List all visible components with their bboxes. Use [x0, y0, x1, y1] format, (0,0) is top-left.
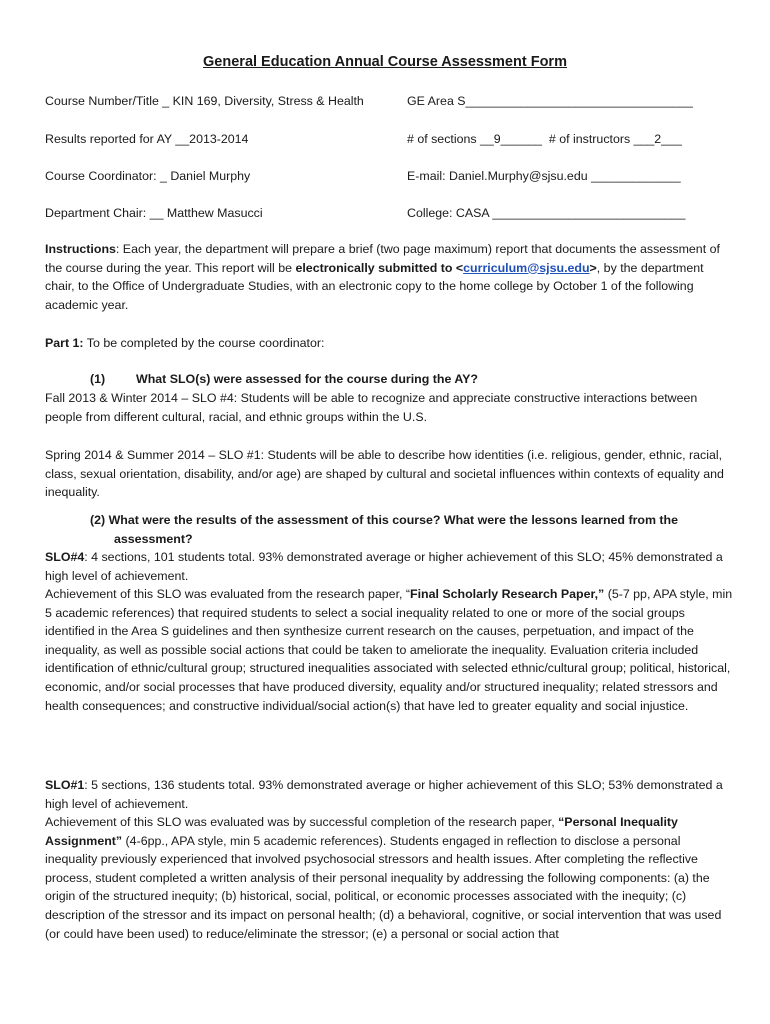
- slo1-text-1: Achievement of this SLO was evaluated was by successful completion of the research paper,: [45, 815, 559, 829]
- slo1-assignment-title: “Personal Inequality Assignment”: [45, 815, 678, 848]
- slo4-text-2: (5-7 pp, APA style, min 5 academic references) that required students to select a social inequality related to one or more of the social groups identified in the Area S guidelines and then synthesize current research on the causes, perpetuation, and impact of the inequality, as well as possible social actions that could be taken to ameliorate the inequality. Evaluation criteria included identification of ethnic/cultural group; structured inequalities associated with selected ethnic/cultural group; political, historical, economic, and/or social processes that have produced diversity, equality and/or structured inequality; related stressors and health consequences; and constructive individual/social action(s) that have led to greater equality and social injustice.: [45, 587, 733, 713]
- slo1-label: SLO#1: [45, 778, 85, 792]
- question-2-line-1: (2) What were the results of the assessment of this course? What were the lessons learned from the: [90, 513, 679, 527]
- curriculum-email-link[interactable]: curriculum@sjsu.edu: [463, 260, 590, 275]
- ge-area-field: GE Area S_________________________________: [407, 94, 693, 108]
- question-1-answer-fall: Fall 2013 & Winter 2014 – SLO #4: Students will be able to recognize and appreciate constructive interactions between people from different cultural, racial, and ethnic groups within the U.S.: [45, 391, 698, 424]
- department-chair-field: Department Chair: __ Matthew Masucci: [45, 206, 263, 220]
- slo1-text-2: (4-6pp., APA style, min 5 academic references). Students engaged in reflection to disclose a personal inequality previously experienced that involved psychosocial stressors and health issues. After completing the reflective process, student completed a written analysis of their personal inequality by addressing the following components: (a) the origin of the structured inequity; (b) historical, social, political, or economic processes associated with the inequity; (c) description of the stressor and its impact on personal health; (d) a behavioral, cognitive, or social intervention that was used (or could have been used) to reduce/eliminate the stressor; (e) a personal or social action that: [45, 833, 722, 941]
- question-2-line-2: assessment?: [114, 531, 193, 546]
- slo1-summary-text: : 5 sections, 136 students total. 93% demonstrated average or higher achievement of this SLO; 53% demonstrated a high level of achievement.: [45, 778, 723, 811]
- college-field: College: CASA ____________________________: [407, 206, 686, 220]
- slo1-summary: [45, 776, 735, 813]
- course-number-field: Course Number/Title _ KIN 169, Diversity, Stress & Health: [45, 94, 364, 108]
- sections-instructors-field: # of sections __9______ # of instructors ___2___: [407, 132, 682, 146]
- slo4-paper-title: Final Scholarly Research Paper,”: [410, 587, 605, 601]
- email-field: E-mail: Daniel.Murphy@sjsu.edu _____________: [407, 169, 681, 183]
- question-2-heading: [90, 511, 735, 548]
- email-bracket-open: <: [455, 260, 464, 275]
- part1-text: To be completed by the course coordinator:: [83, 336, 325, 350]
- question-1-heading: [90, 370, 478, 388]
- results-ay-field: Results reported for AY __2013-2014: [45, 132, 249, 146]
- question-1-number: (1): [90, 372, 106, 386]
- slo4-label: SLO#4: [45, 550, 85, 564]
- instructions-text-2: , by the department chair, to the Office of Undergraduate Studies, with an electronic copy to the home college by October 1 of the following academic year.: [45, 260, 704, 312]
- slo4-paragraph: [45, 585, 735, 715]
- slo4-summary: [45, 548, 735, 585]
- course-coordinator-field: Course Coordinator: _ Daniel Murphy: [45, 169, 251, 183]
- instructions-paragraph: [45, 240, 735, 314]
- slo1-paragraph: [45, 813, 735, 943]
- form-title: General Education Annual Course Assessment Form: [203, 54, 567, 70]
- part1-label: Part 1:: [45, 336, 84, 350]
- slo4-summary-text: : 4 sections, 101 students total. 93% demonstrated average or higher achievement of this SLO; 45% demonstrated a high level of achievement.: [45, 550, 723, 583]
- slo4-text-1: Achievement of this SLO was evaluated from the research paper, “: [45, 587, 411, 601]
- instructions-text-1: : Each year, the department will prepare a brief (two page maximum) report that documents the assessment of the course during the year. This report will be: [45, 242, 720, 275]
- question-1-answer-spring: Spring 2014 & Summer 2014 – SLO #1: Students will be able to describe how identities (i.e. religious, gender, ethnic, racial, class, sexual orientation, disability, and/or age) are shaped by cultural and societal influences within contexts of equality and inequality.: [45, 448, 724, 500]
- part1-heading: [45, 334, 735, 353]
- email-bracket-close: >: [589, 260, 597, 275]
- question-1-text: What SLO(s) were assessed for the course during the AY?: [136, 372, 478, 386]
- instructions-label: Instructions: [45, 242, 116, 256]
- instructions-bold: electronically submitted to: [295, 260, 453, 275]
